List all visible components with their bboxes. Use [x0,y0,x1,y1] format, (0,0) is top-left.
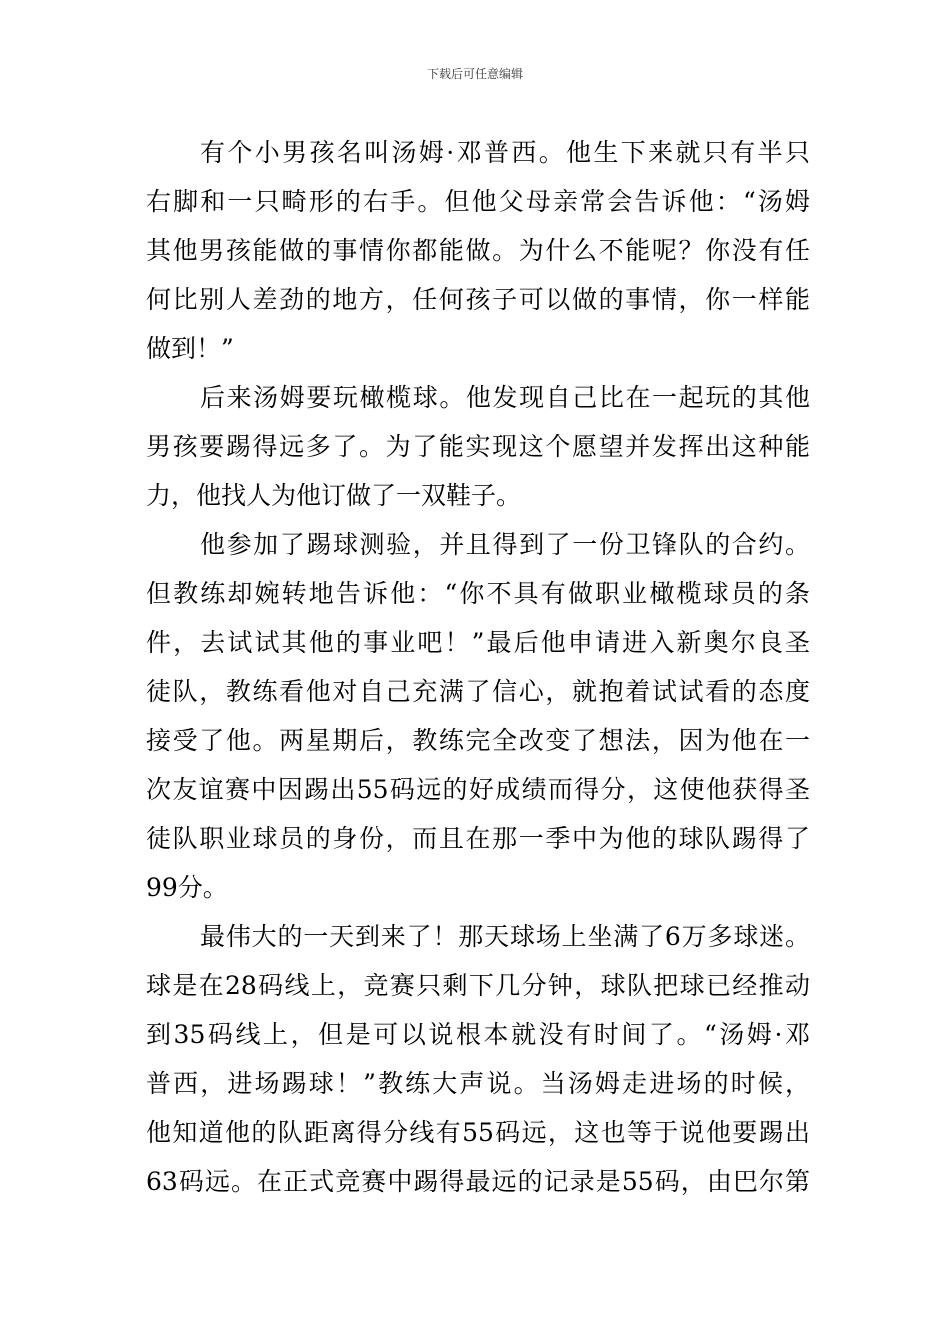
text-line: 普西，进场踢球！”教练大声说。当汤姆走进场的时候， [146,1069,810,1098]
text-line: 他知道他的队距离得分线有55码远，这也等于说他要踢出 [146,1118,810,1147]
text-line: 他参加了踢球测验，并且得到了一份卫锋队的合约。 [200,530,810,559]
text-line: 后来汤姆要玩橄榄球。他发现自己比在一起玩的其他 [200,383,810,412]
text-line: 男孩要踢得远多了。为了能实现这个愿望并发挥出这种能 [146,432,810,461]
paragraph-4 [146,912,810,1206]
paragraph-3 [146,520,810,912]
text-line: 做到！” [146,334,234,363]
text-line: 63码远。在正式竞赛中踢得最远的记录是55码，由巴尔第 [146,1167,810,1196]
text-line: 球是在28码线上，竞赛只剩下几分钟，球队把球已经推动 [146,971,810,1000]
text-line: 最伟大的一天到来了！那天球场上坐满了6万多球迷。 [200,922,810,951]
text-line: 何比别人差劲的地方，任何孩子可以做的事情，你一样能 [146,285,810,314]
text-line: 到35码线上，但是可以说根本就没有时间了。“汤姆·邓 [146,1020,810,1049]
document-body [146,128,810,1206]
text-line: 99分。 [146,873,228,902]
paragraph-1 [146,128,810,373]
text-line: 徒队，教练看他对自己充满了信心，就抱着试试看的态度 [146,677,810,706]
text-line: 次友谊赛中因踢出55码远的好成绩而得分，这使他获得圣 [146,775,810,804]
text-line: 接受了他。两星期后，教练完全改变了想法，因为他在一 [146,726,810,755]
text-line: 有个小男孩名叫汤姆·邓普西。他生下来就只有半只 [200,138,810,167]
paragraph-2 [146,373,810,520]
text-line: 力，他找人为他订做了一双鞋子。 [146,481,522,510]
text-line: 其他男孩能做的事情你都能做。为什么不能呢？你没有任 [146,236,810,265]
page-header: 下载后可任意编辑 [426,67,523,81]
text-line: 但教练却婉转地告诉他：“你不具有做职业橄榄球员的条 [146,579,810,608]
text-line: 徒队职业球员的身份，而且在那一季中为他的球队踢得了 [146,824,810,853]
text-line: 右脚和一只畸形的右手。但他父母亲常会告诉他：“汤姆 [146,187,810,216]
text-line: 件，去试试其他的事业吧！”最后他申请进入新奥尔良圣 [146,628,810,657]
